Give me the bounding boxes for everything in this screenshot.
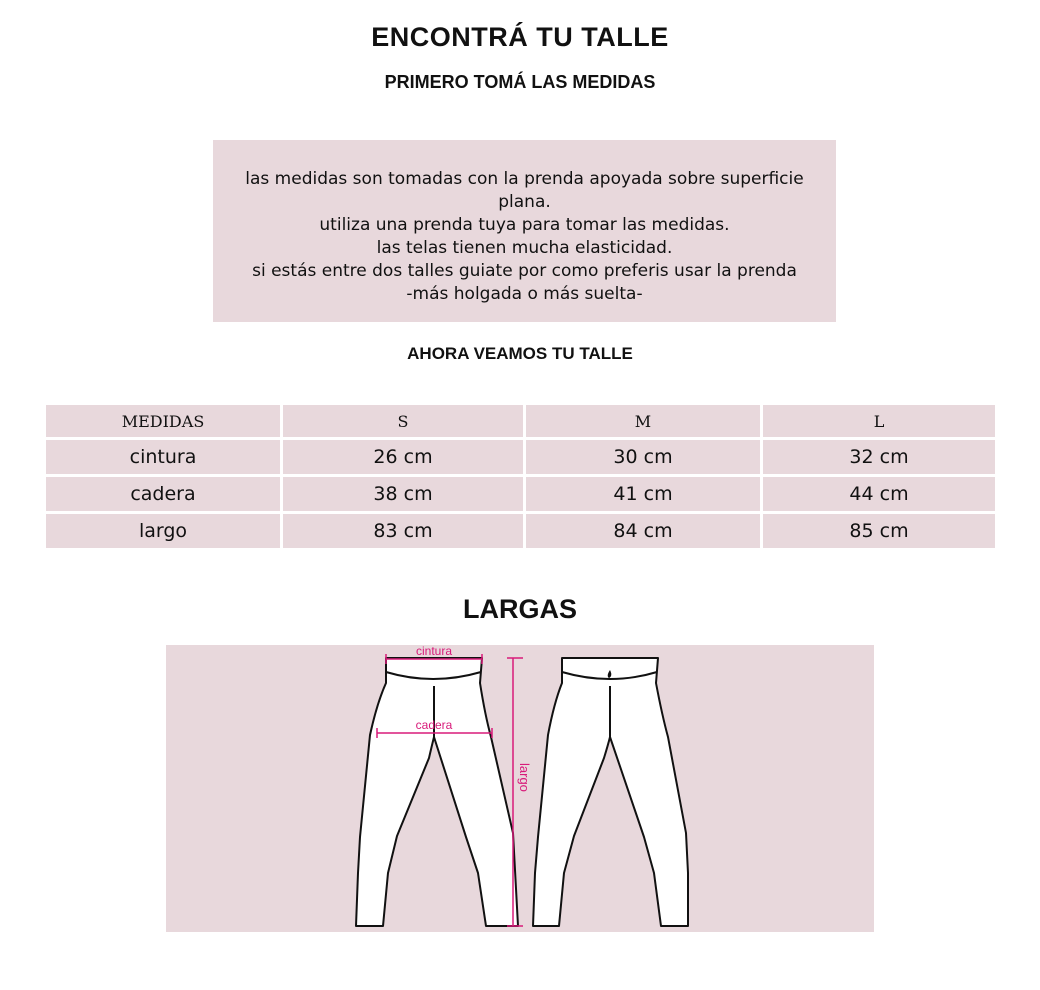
hip-label: cadera [415, 718, 453, 732]
instruction-line: plana. [498, 192, 551, 212]
table-cell: 30 cm [525, 439, 762, 476]
leggings-diagram [166, 645, 874, 932]
row-label: largo [45, 513, 282, 550]
table-cell: 26 cm [282, 439, 525, 476]
leggings-front [356, 658, 518, 926]
size-section-heading: AHORA VEAMOS TU TALLE [407, 344, 633, 363]
row-label: cadera [45, 476, 282, 513]
page-title: ENCONTRÁ TU TALLE [371, 22, 669, 52]
table-cell: 38 cm [282, 476, 525, 513]
table-cell: 83 cm [282, 513, 525, 550]
table-row [45, 513, 997, 550]
instruction-line: -más holgada o más suelta- [406, 284, 643, 304]
instruction-line: las telas tienen mucha elasticidad. [376, 238, 673, 258]
row-label: cintura [45, 439, 282, 476]
table-header-row [45, 404, 997, 439]
table-row [45, 476, 997, 513]
instructions-box [213, 140, 836, 322]
header-cell-medidas: MEDIDAS [45, 404, 282, 439]
instruction-line: si estás entre dos talles guiate por como preferis usar la prenda [252, 261, 797, 281]
header-cell-m: M [525, 404, 762, 439]
table-cell: 44 cm [762, 476, 997, 513]
header-cell-l: L [762, 404, 997, 439]
table-cell: 41 cm [525, 476, 762, 513]
table-cell: 85 cm [762, 513, 997, 550]
instruction-line: utiliza una prenda tuya para tomar las medidas. [319, 215, 730, 235]
instruction-line: las medidas son tomadas con la prenda apoyada sobre superficie [245, 169, 804, 189]
table-cell: 84 cm [525, 513, 762, 550]
waist-label: cintura [415, 645, 453, 658]
table-row [45, 439, 997, 476]
length-label: largo [517, 763, 532, 792]
table-cell: 32 cm [762, 439, 997, 476]
diagram-title: LARGAS [463, 594, 577, 624]
header-cell-s: S [282, 404, 525, 439]
page-subtitle: PRIMERO TOMÁ LAS MEDIDAS [384, 72, 656, 92]
size-table [43, 402, 998, 551]
leggings-back [533, 658, 688, 926]
leggings-illustration [166, 645, 874, 932]
